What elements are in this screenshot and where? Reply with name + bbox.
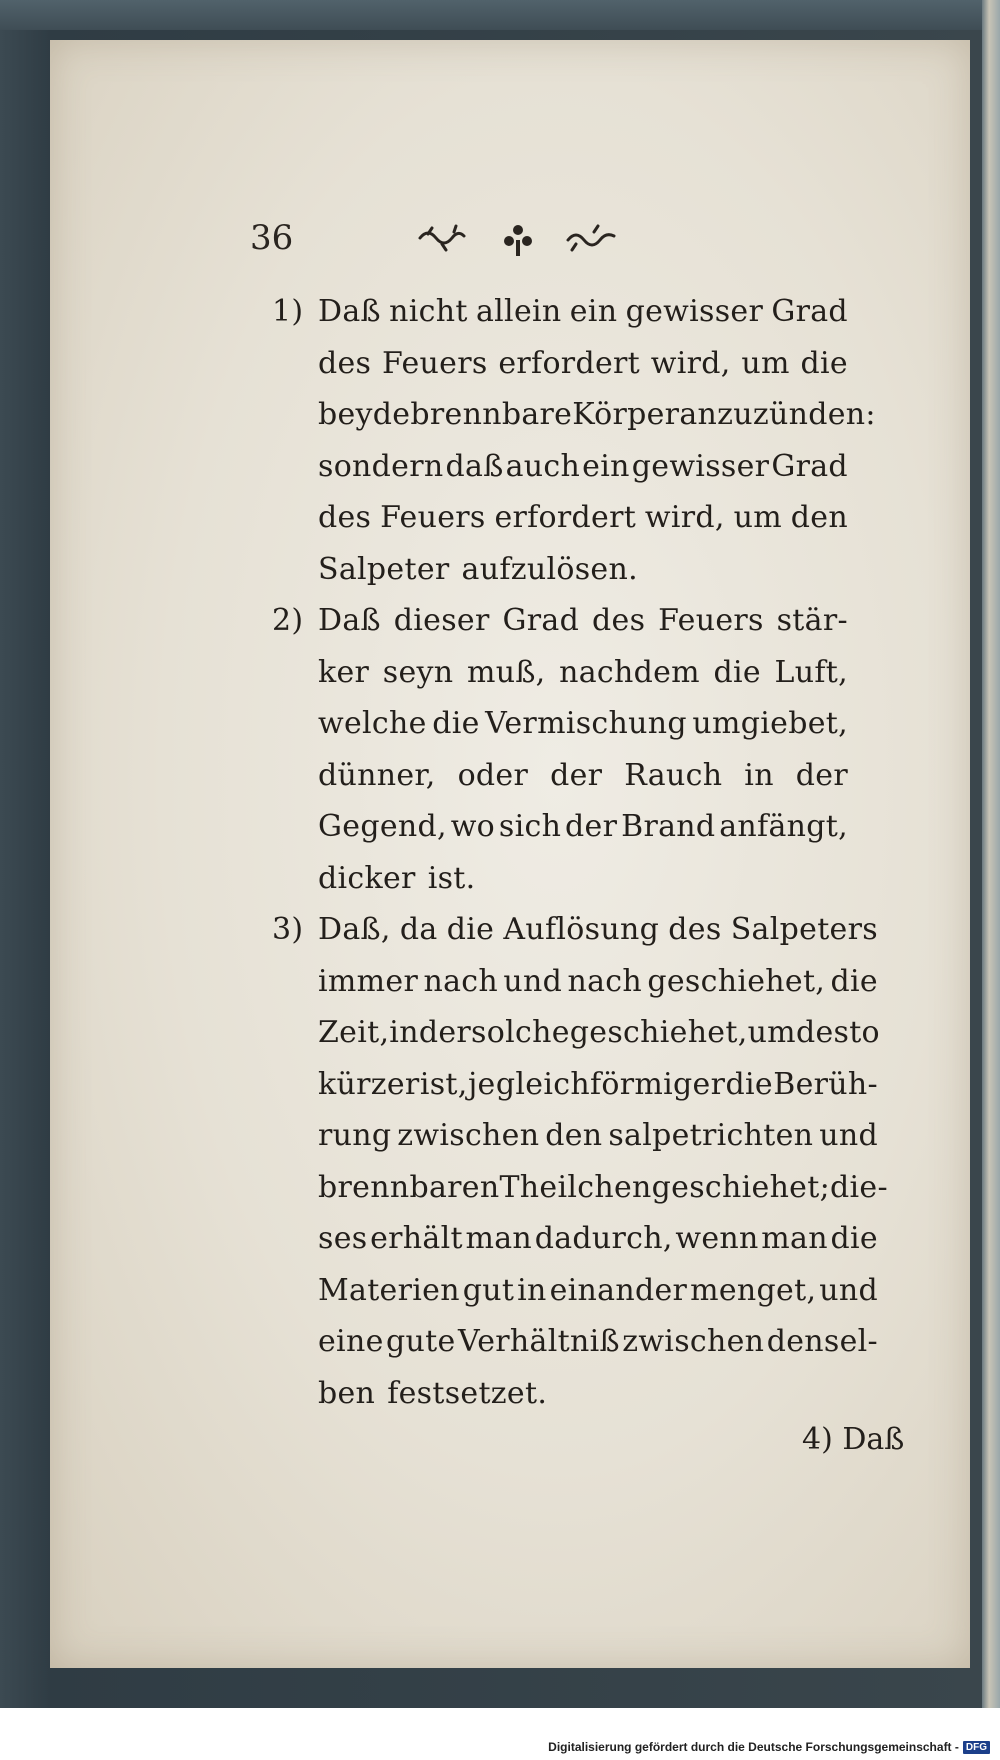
word: auch (505, 448, 581, 484)
footer-bar (0, 1708, 1000, 1760)
paragraph-1-line-4 (272, 441, 952, 493)
word: um (733, 500, 782, 535)
text-line (318, 595, 848, 647)
word: sondern (318, 448, 444, 484)
word: Materien (318, 1272, 460, 1308)
word: Körper (572, 397, 680, 432)
word: immer (318, 963, 419, 999)
word: Berüh- (773, 1066, 878, 1102)
text-line (318, 956, 878, 1008)
paragraph-1-line-3 (272, 389, 952, 441)
word: Grad (502, 603, 580, 638)
word: Daß (318, 294, 381, 329)
word: rung (318, 1118, 392, 1153)
word: in (744, 757, 774, 793)
word: oder (457, 757, 529, 793)
paragraph-2-line-6 (272, 853, 952, 905)
paragraph-3-marker: 3) (272, 912, 304, 947)
word: je (467, 1066, 496, 1102)
word: die (432, 706, 480, 741)
word: Verhältniß (457, 1324, 620, 1359)
text-line (318, 286, 848, 338)
paragraph-1-line-2 (272, 338, 952, 390)
word: die (830, 963, 878, 999)
word: Theilchen (499, 1169, 652, 1205)
word: nach (567, 963, 642, 999)
word: stär- (776, 603, 848, 638)
word: nicht (389, 294, 468, 329)
word: der (795, 757, 848, 793)
paragraph-3-line-5 (272, 1110, 952, 1162)
word: den (545, 1118, 603, 1153)
word: gleichförmiger (495, 1066, 726, 1102)
word: daß (445, 448, 504, 484)
word: muß, (466, 654, 546, 690)
text-line (318, 801, 848, 853)
paragraph-1-line-5 (272, 492, 952, 544)
word: ein (582, 448, 630, 484)
word: welche (318, 706, 427, 741)
word: des (318, 345, 372, 381)
text-line (318, 1368, 878, 1420)
ornament-icon (398, 214, 638, 262)
word: dicker (318, 860, 416, 896)
word: geschiehet, (569, 1015, 748, 1050)
word: wird, (650, 345, 731, 381)
word: man (465, 1221, 533, 1256)
text-line (318, 492, 848, 544)
paragraph-3-line-1 (272, 904, 952, 956)
paragraph-3-line-9 (272, 1316, 952, 1368)
word: wo (450, 809, 496, 844)
word: nachdem (559, 654, 700, 690)
paragraph-3-line-4 (272, 1059, 952, 1111)
word: Brand (621, 809, 716, 844)
word: da (399, 912, 438, 947)
dfg-logo: DFG (963, 1741, 990, 1754)
word: die (800, 345, 848, 381)
word: um (741, 345, 790, 381)
text-line (318, 1059, 878, 1111)
word: ein (569, 294, 618, 329)
word: des (668, 912, 722, 947)
word: der (565, 809, 618, 844)
word: und (819, 1118, 878, 1153)
word: der (550, 757, 603, 793)
word: den (790, 500, 848, 535)
word: wenn (675, 1221, 759, 1256)
word: man (761, 1221, 828, 1256)
paragraph-2-line-4 (272, 750, 952, 802)
page-number: 36 (250, 218, 294, 258)
word: die (830, 1221, 878, 1256)
text-line (318, 544, 848, 596)
word: ben (318, 1375, 376, 1411)
word: Rauch (624, 757, 723, 793)
text-line (318, 853, 848, 905)
word: des (318, 500, 372, 535)
word: und (503, 963, 563, 999)
word: Vermischung (485, 706, 687, 741)
word: Daß, (318, 912, 391, 947)
text-line (318, 338, 848, 390)
word: ist, (419, 1066, 468, 1102)
word: einander (549, 1272, 688, 1308)
word: und (819, 1272, 878, 1308)
word: die- (830, 1169, 888, 1205)
word: salpetrichten (608, 1118, 814, 1153)
word: nach (423, 963, 498, 999)
body-text (272, 286, 952, 1419)
word: ses (318, 1221, 368, 1256)
paragraph-3-line-7 (272, 1213, 952, 1265)
paragraph-1-marker: 1) (272, 294, 304, 329)
word: um (747, 1015, 796, 1050)
paragraph-3-line-2 (272, 956, 952, 1008)
word: Feuers (380, 500, 486, 535)
word: dadurch, (534, 1221, 673, 1256)
word: Gegend, (318, 809, 447, 844)
word: anzuzünden: (679, 397, 876, 432)
word: brennbaren (318, 1169, 500, 1205)
text-line (318, 441, 848, 493)
credit-text: Digitalisierung gefördert durch die Deutsche Forschungsgemeinschaft - (548, 1740, 959, 1754)
word: des (592, 603, 646, 638)
paragraph-2-line-1 (272, 595, 952, 647)
text-line (318, 1110, 878, 1162)
text-line (318, 750, 848, 802)
word: Daß (318, 603, 381, 638)
text-line (318, 1007, 878, 1059)
book-edge (982, 0, 1000, 1760)
paragraph-2-line-2 (272, 647, 952, 699)
paragraph-2-line-3 (272, 698, 952, 750)
word: gewisser (631, 448, 770, 484)
word: Feuers (658, 603, 764, 638)
page-header (250, 218, 810, 278)
word: Grad (771, 448, 848, 484)
word: zwischen (622, 1324, 765, 1359)
word: menget, (690, 1272, 817, 1308)
word: umgiebet, (692, 706, 848, 741)
word: der (418, 1015, 472, 1050)
word: ist. (427, 860, 476, 896)
paragraph-1-line-1 (272, 286, 952, 338)
paragraph-3-line-6 (272, 1162, 952, 1214)
paragraph-3-line-3 (272, 1007, 952, 1059)
word: die (725, 1066, 773, 1102)
word: dünner, (318, 757, 436, 793)
word: Zeit, (318, 1015, 390, 1050)
word: erfordert (498, 345, 640, 381)
word: gut (462, 1272, 515, 1308)
word: Auflösung (503, 912, 660, 947)
word: ker (318, 654, 370, 690)
word: dieser (393, 603, 490, 638)
scan-edge-top (0, 0, 1000, 30)
text-line (318, 1265, 878, 1317)
word: in (517, 1272, 547, 1308)
word: die (446, 912, 495, 947)
paragraph-2-marker: 2) (272, 603, 304, 638)
catchword: 4) Daß (802, 1422, 905, 1457)
word: erfordert (494, 500, 637, 535)
word: festsetzet. (387, 1375, 548, 1411)
text-line (318, 1316, 878, 1368)
word: in (389, 1015, 419, 1050)
text-line (318, 389, 876, 441)
text-line (318, 698, 848, 750)
word: sich (498, 809, 562, 844)
word: zwischen (397, 1118, 540, 1153)
word: Feuers (382, 345, 488, 381)
word: geschiehet, (647, 963, 826, 999)
word: geschiehet; (651, 1169, 831, 1205)
word: erhält (370, 1221, 463, 1256)
text-line (318, 1162, 888, 1214)
paragraph-3-line-8 (272, 1265, 952, 1317)
word: densel- (766, 1324, 878, 1359)
word: gewisser (625, 294, 764, 329)
book-page (50, 40, 970, 1668)
word: Luft, (774, 654, 848, 690)
word: Salpeter (318, 551, 450, 587)
word: anfängt, (719, 809, 848, 844)
word: aufzulösen. (461, 551, 638, 587)
text-line (318, 647, 848, 699)
word: seyn (382, 654, 454, 690)
word: desto (795, 1015, 880, 1050)
word: kürzer (318, 1066, 420, 1102)
word: wird, (644, 500, 725, 535)
word: allein (475, 294, 562, 329)
word: die (713, 654, 761, 690)
word: gute (386, 1324, 456, 1359)
digitization-credit (548, 1740, 990, 1754)
word: solche (471, 1015, 570, 1050)
word: beyde (318, 397, 411, 432)
text-line (318, 904, 878, 956)
paragraph-2-line-5 (272, 801, 952, 853)
paragraph-1-line-6 (272, 544, 952, 596)
text-line (318, 1213, 878, 1265)
paragraph-3-line-10 (272, 1368, 952, 1420)
word: eine (318, 1324, 384, 1359)
word: Grad (771, 294, 848, 329)
word: Salpeters (730, 912, 878, 947)
word: brennbare (410, 397, 573, 432)
